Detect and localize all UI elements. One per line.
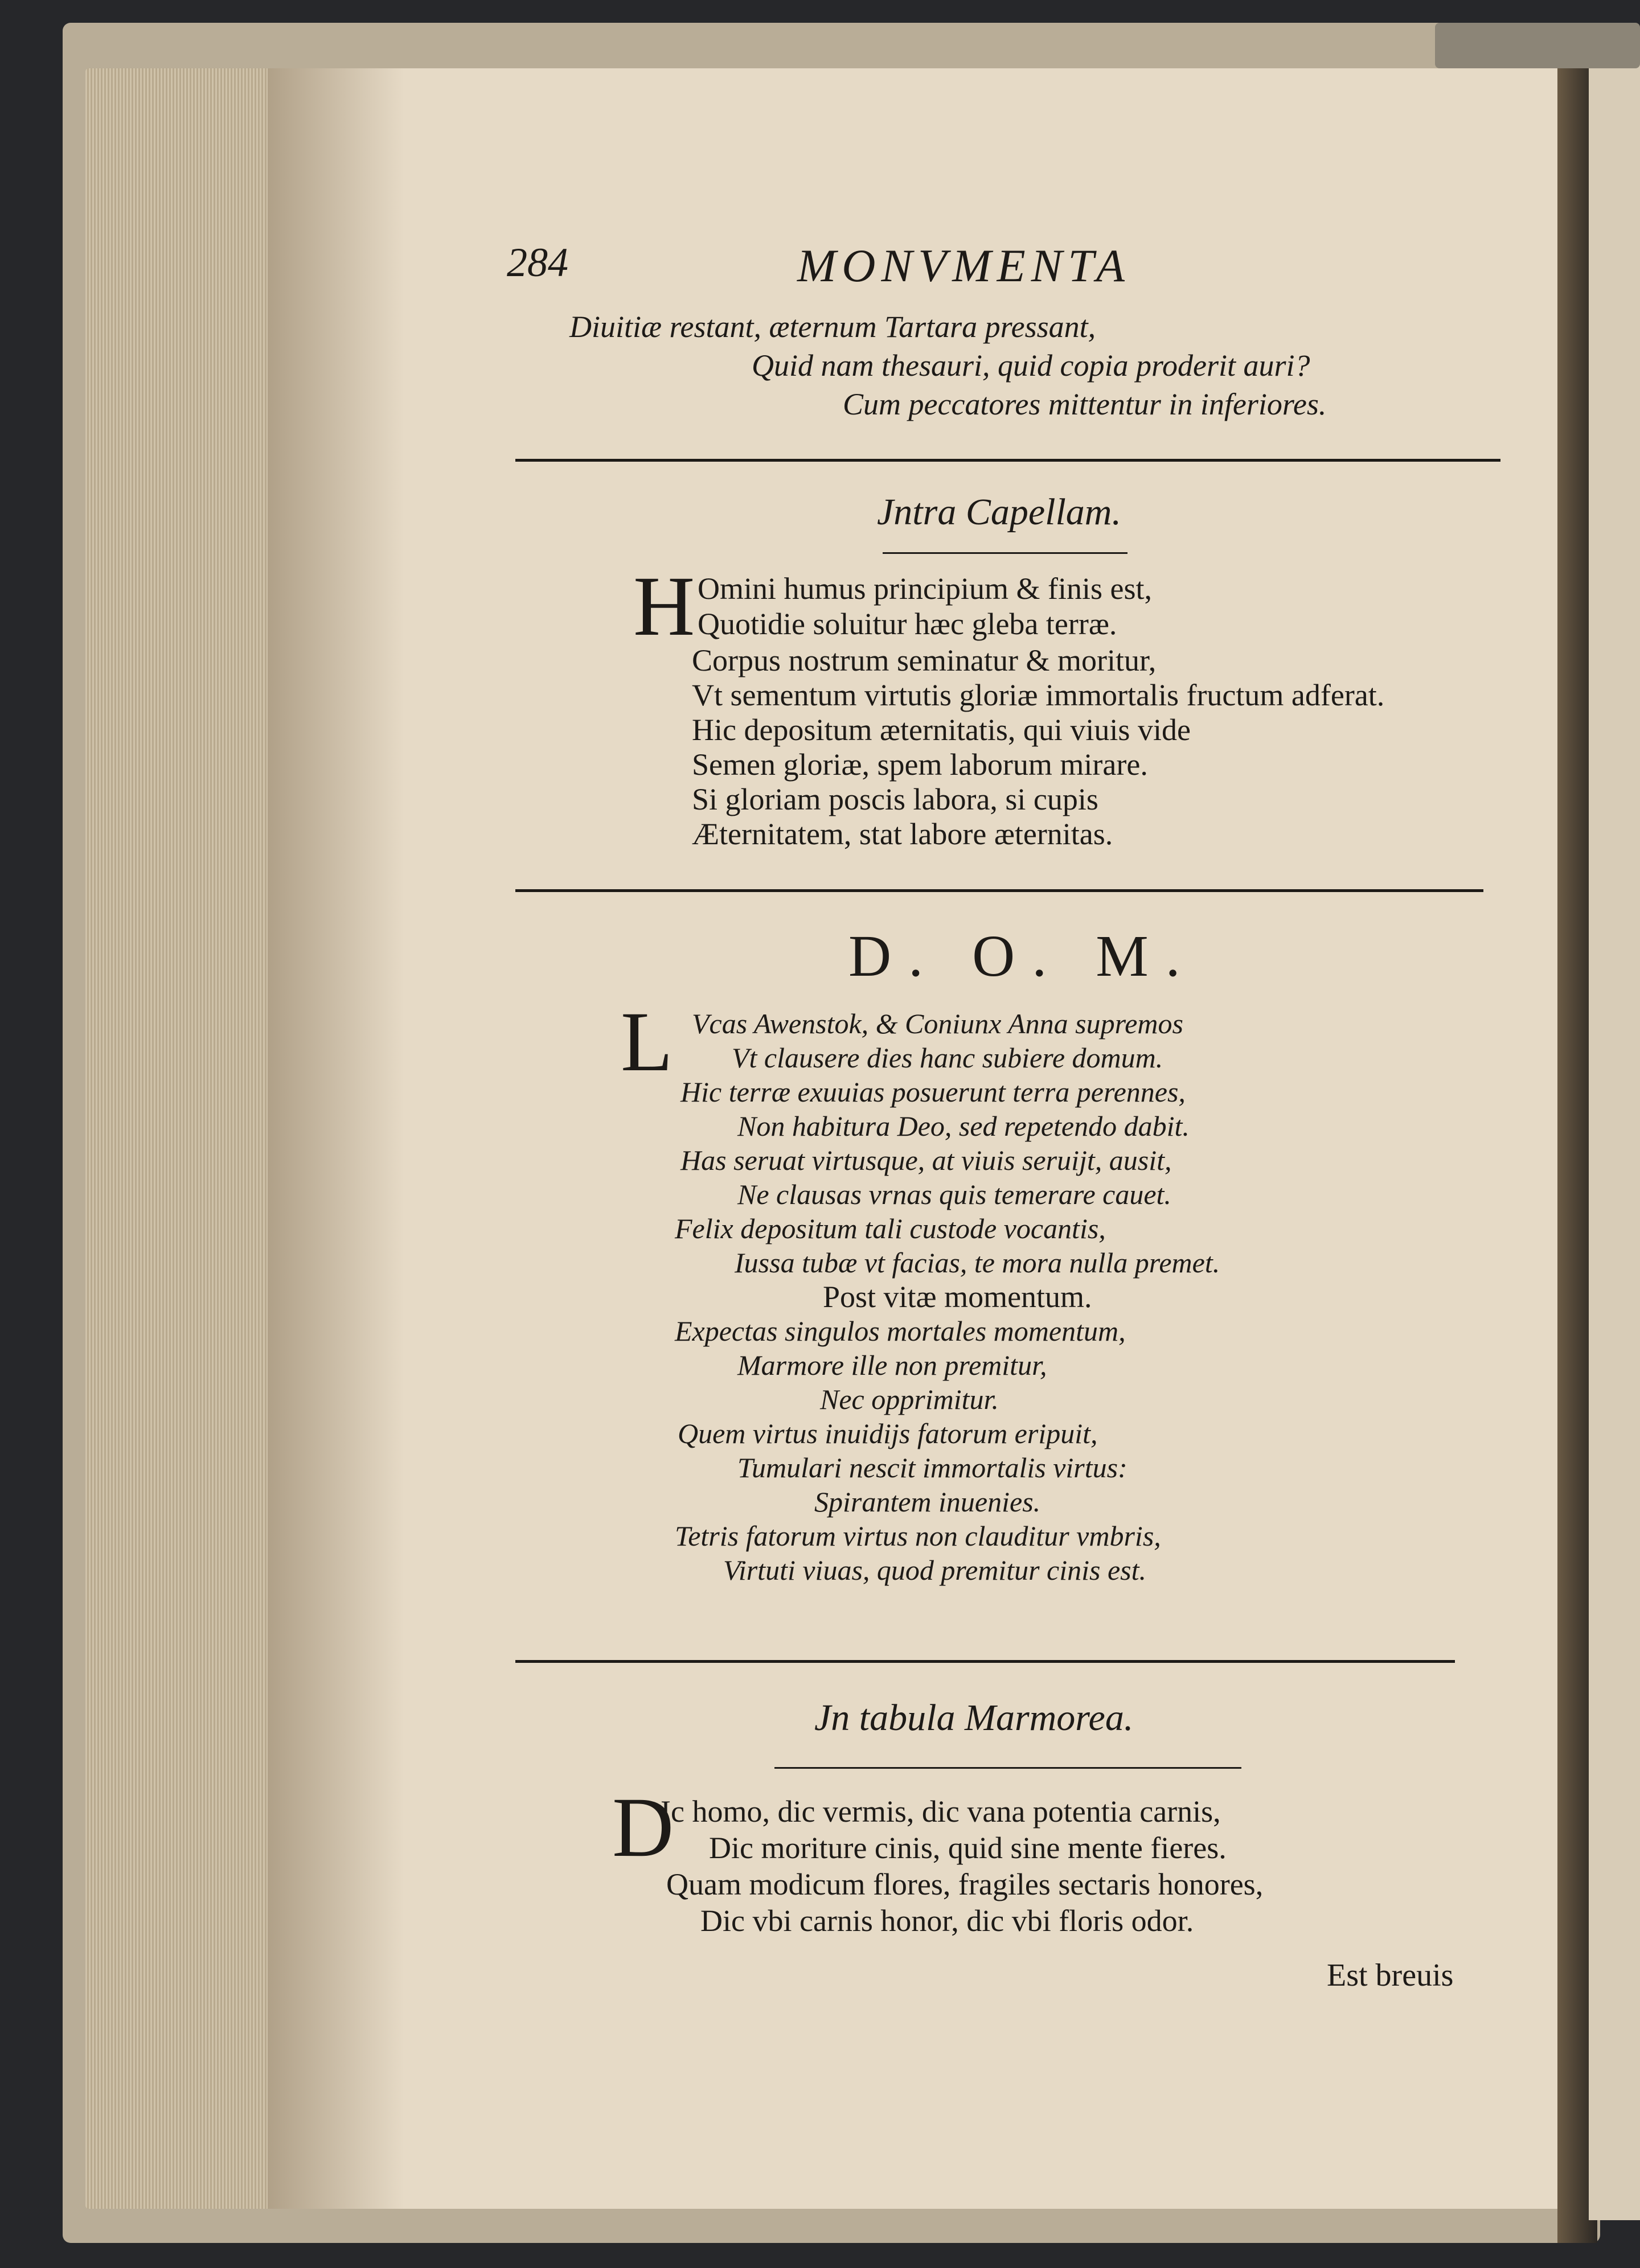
verse-line: Virtuti viuas, quod premitur cinis est. — [723, 1554, 1147, 1586]
verse-line: Spirantem inuenies. — [814, 1486, 1041, 1518]
page-number: 284 — [507, 240, 568, 285]
verse-line: Vt clausere dies hanc subiere domum. — [732, 1042, 1163, 1074]
verse-line: Felix depositum tali custode vocantis, — [675, 1213, 1106, 1244]
verse-line: Cum peccatores mittentur in inferiores. — [843, 387, 1327, 421]
capella-verse-continued — [692, 643, 1384, 852]
verse-line: Tetris fatorum virtus non clauditur vmbris, — [675, 1520, 1161, 1552]
verse-line: Has seruat virtusque, at viuis seruijt, ausit, — [680, 1144, 1172, 1176]
drop-initial: D — [612, 1780, 674, 1875]
verse-line: Æternitatem, stat labore æternitas. — [692, 817, 1113, 851]
verse-line: Ic homo, dic vermis, dic vana potentia carnis, — [661, 1794, 1221, 1829]
verse-line: Quotidie soluitur hæc gleba terræ. — [698, 607, 1117, 641]
verse-line: Quam modicum flores, fragiles sectaris honores, — [666, 1867, 1264, 1901]
tabula-verse — [661, 1793, 1263, 1939]
drop-initial: H — [633, 559, 695, 654]
verse-line: Omini humus principium & finis est, — [698, 572, 1152, 606]
section-title-capella: Jntra Capellam. — [877, 491, 1121, 533]
verse-line: Vcas Awenstok, & Coniunx Anna supremos — [692, 1008, 1183, 1040]
capella-verse — [698, 571, 1152, 642]
verse-line: Post vitæ momentum. — [823, 1280, 1092, 1314]
section-title-tabula: Jn tabula Marmorea. — [814, 1697, 1134, 1739]
page-shadow — [268, 68, 404, 2209]
verse-line: Diuitiæ restant, æternum Tartara pressant, — [569, 310, 1096, 344]
verse-line: Iussa tubæ vt facias, te mora nulla premet. — [735, 1247, 1220, 1279]
verse-line: Marmore ille non premitur, — [737, 1349, 1047, 1381]
page-header — [507, 239, 1270, 302]
verse-line: Hic terræ exuuias posuerunt terra perennes, — [680, 1076, 1186, 1108]
dom-verse — [666, 1006, 1220, 1587]
verse-line: Expectas singulos mortales momentum, — [675, 1315, 1126, 1347]
facing-page-edge — [1589, 57, 1640, 2220]
verse-line: Corpus nostrum seminatur & moritur, — [692, 643, 1157, 677]
verse-line: Semen gloriæ, spem laborum mirare. — [692, 747, 1148, 782]
verse-line: Nec opprimitur. — [820, 1383, 999, 1415]
section-divider — [515, 1660, 1455, 1663]
title-underline — [883, 552, 1128, 554]
verse-line: Si gloriam poscis labora, si cupis — [692, 782, 1098, 816]
verse-line: Quem virtus inuidijs fatorum eripuit, — [678, 1418, 1098, 1449]
intro-verse — [569, 307, 1326, 424]
verse-line: Non habitura Deo, sed repetendo dabit. — [737, 1110, 1190, 1142]
verse-line: Vt sementum virtutis gloriæ immortalis fructum adferat. — [692, 678, 1385, 712]
verse-line: Hic depositum æternitatis, qui viuis vide — [692, 713, 1191, 747]
running-title: MONVMENTA — [797, 240, 1131, 291]
section-title-dom: D. O. M. — [848, 923, 1198, 989]
binding-band — [1435, 23, 1640, 68]
drop-initial: L — [621, 995, 673, 1089]
verse-line: Dic moriture cinis, quid sine mente fieres. — [709, 1831, 1227, 1865]
catchword: Est breuis — [1327, 1958, 1454, 1993]
verse-line: Tumulari nescit immortalis virtus: — [737, 1452, 1128, 1484]
section-divider — [515, 889, 1483, 892]
verse-line: Quid nam thesauri, quid copia proderit auri? — [752, 348, 1310, 383]
title-underline — [774, 1767, 1241, 1769]
section-divider — [515, 459, 1500, 462]
verse-line: Ne clausas vrnas quis temerare cauet. — [737, 1178, 1171, 1210]
verse-line: Dic vbi carnis honor, dic vbi floris odor. — [700, 1904, 1194, 1938]
